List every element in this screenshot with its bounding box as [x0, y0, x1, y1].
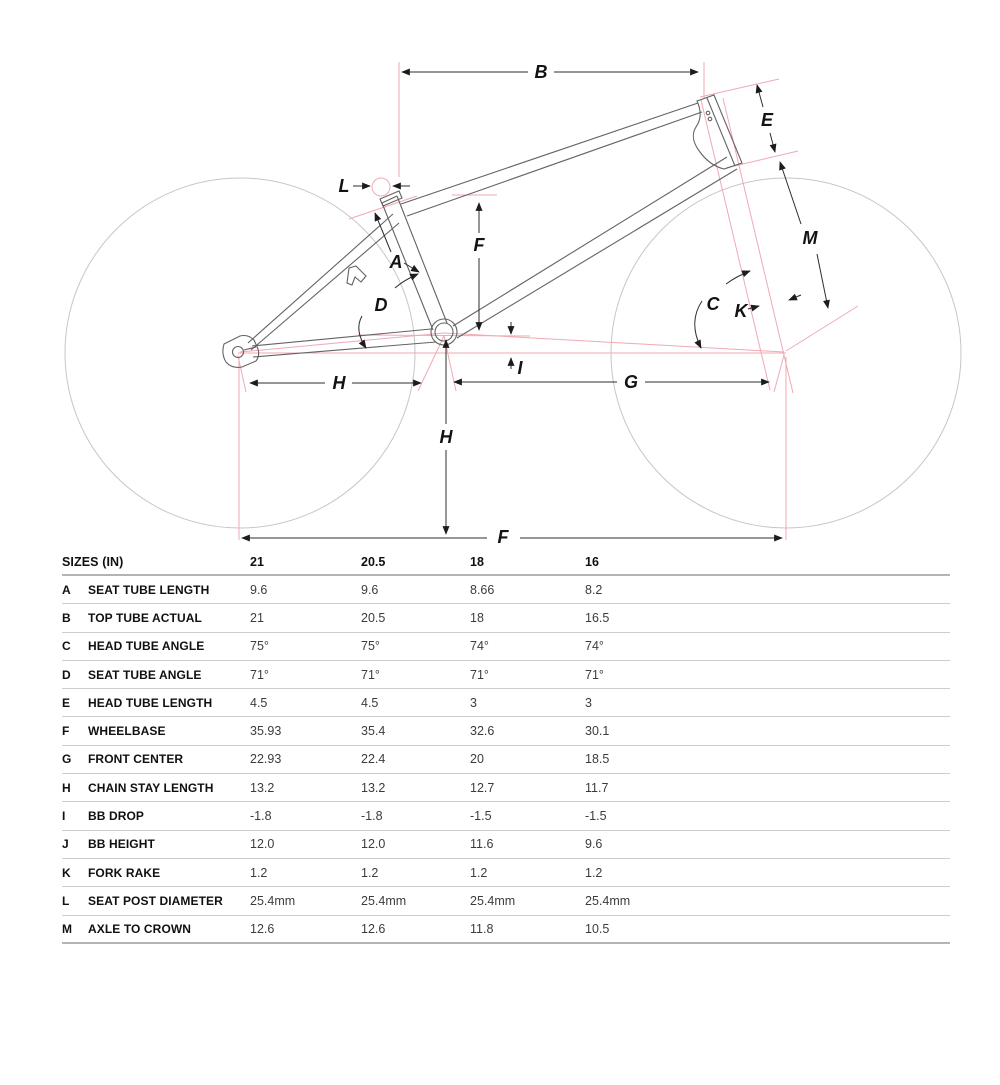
bike-frame — [223, 95, 742, 367]
size-column-header: 21 — [250, 554, 264, 569]
head-tube — [693, 95, 742, 169]
row-label: FRONT CENTER — [88, 752, 184, 767]
size-value-cell: 1.2 — [470, 865, 488, 880]
size-value-cell: -1.5 — [585, 809, 607, 824]
size-value-cell: 9.6 — [250, 582, 268, 597]
dim-label-g: G — [623, 372, 639, 392]
dimension-lines — [242, 62, 828, 545]
table-row — [62, 604, 950, 632]
size-value-cell: 75° — [361, 639, 380, 654]
top-tube — [401, 103, 698, 204]
size-value-cell: 4.5 — [250, 695, 268, 710]
size-value-cell: 8.66 — [470, 582, 495, 597]
size-value-cell: 4.5 — [361, 695, 379, 710]
size-value-cell: 12.0 — [361, 837, 386, 852]
steering-axis — [701, 100, 770, 390]
size-value-cell: 12.6 — [250, 921, 275, 936]
size-value-cell: 20.5 — [361, 610, 386, 625]
size-value-cell: 9.6 — [361, 582, 379, 597]
seat-stay — [248, 214, 393, 343]
size-value-cell: 71° — [250, 667, 269, 682]
row-label: SEAT TUBE LENGTH — [88, 582, 210, 597]
size-value-cell: 25.4mm — [470, 893, 516, 908]
table-row — [62, 689, 950, 717]
row-label: SEAT TUBE ANGLE — [88, 667, 202, 682]
row-label: WHEELBASE — [88, 724, 166, 739]
size-column-header: 16 — [585, 554, 599, 569]
size-value-cell: 3 — [470, 695, 477, 710]
size-value-cell: 18 — [470, 610, 484, 625]
size-value-cell: 10.5 — [585, 921, 610, 936]
table-row — [62, 717, 950, 745]
size-value-cell: 74° — [585, 639, 604, 654]
size-value-cell: 20 — [470, 752, 484, 767]
table-header-row — [62, 549, 950, 576]
dim-label-d: D — [374, 295, 388, 315]
size-column-header: 18 — [470, 554, 484, 569]
size-value-cell: 30.1 — [585, 724, 610, 739]
size-value-cell: 16.5 — [585, 610, 610, 625]
row-letter: H — [62, 780, 71, 795]
size-value-cell: 13.2 — [250, 780, 275, 795]
construction-lines — [238, 62, 858, 540]
size-value-cell: 74° — [470, 639, 489, 654]
seat-clamp-lever — [347, 266, 366, 285]
geometry-spec-table — [62, 549, 950, 944]
size-value-cell: 9.6 — [585, 837, 603, 852]
table-title: SIZES (IN) — [62, 554, 124, 569]
seat-post-section — [372, 178, 390, 196]
row-label: CHAIN STAY LENGTH — [88, 780, 214, 795]
dim-label-l: L — [338, 176, 350, 196]
dim-label-h-vertical: H — [439, 427, 453, 447]
dim-label-f-upper: F — [473, 235, 485, 255]
table-row — [62, 887, 950, 915]
size-value-cell: 12.6 — [361, 921, 386, 936]
table-row — [62, 859, 950, 887]
size-value-cell: 75° — [250, 639, 269, 654]
row-letter: G — [62, 752, 72, 767]
dim-label-e: E — [760, 110, 774, 130]
dim-label-b: B — [534, 62, 548, 82]
table-row — [62, 774, 950, 802]
row-letter: C — [62, 639, 71, 654]
dim-label-c: C — [706, 294, 720, 314]
row-label: AXLE TO CROWN — [88, 921, 192, 936]
table-row — [62, 916, 950, 944]
size-column-header: 20.5 — [361, 554, 386, 569]
size-value-cell: 25.4mm — [361, 893, 407, 908]
row-label: BB HEIGHT — [88, 837, 155, 852]
row-label: BB DROP — [88, 809, 145, 824]
dim-label-m: M — [802, 228, 818, 248]
size-value-cell: 13.2 — [361, 780, 386, 795]
row-label: SEAT POST DIAMETER — [88, 893, 223, 908]
row-label: TOP TUBE ACTUAL — [88, 610, 202, 625]
size-value-cell: 21 — [250, 610, 264, 625]
size-value-cell: -1.8 — [250, 809, 272, 824]
size-value-cell: 1.2 — [361, 865, 379, 880]
size-value-cell: 18.5 — [585, 752, 610, 767]
size-value-cell: 71° — [585, 667, 604, 682]
table-row — [62, 802, 950, 830]
size-value-cell: 71° — [361, 667, 380, 682]
size-value-cell: 25.4mm — [250, 893, 296, 908]
row-letter: K — [62, 865, 71, 880]
row-letter: L — [62, 893, 70, 908]
row-letter: A — [62, 582, 71, 597]
size-value-cell: 1.2 — [585, 865, 603, 880]
table-row — [62, 633, 950, 661]
size-value-cell: -1.8 — [361, 809, 383, 824]
size-value-cell: 71° — [470, 667, 489, 682]
size-value-cell: 32.6 — [470, 724, 495, 739]
table-row — [62, 831, 950, 859]
size-value-cell: 12.7 — [470, 780, 495, 795]
size-value-cell: 35.4 — [361, 724, 386, 739]
dim-label-a: A — [389, 252, 403, 272]
row-letter: D — [62, 667, 71, 682]
row-label: HEAD TUBE ANGLE — [88, 639, 205, 654]
size-value-cell: 22.93 — [250, 752, 282, 767]
down-tube — [453, 157, 727, 326]
chain-stay — [252, 329, 431, 346]
dim-label-f-bottom: F — [497, 527, 509, 545]
size-value-cell: 25.4mm — [585, 893, 631, 908]
row-letter: M — [62, 921, 72, 936]
size-value-cell: -1.5 — [470, 809, 492, 824]
table-row — [62, 746, 950, 774]
table-body — [62, 576, 950, 944]
row-letter: E — [62, 695, 71, 710]
size-value-cell: 11.6 — [470, 837, 494, 852]
size-value-cell: 11.7 — [585, 780, 609, 795]
row-letter: B — [62, 610, 71, 625]
row-letter: I — [62, 809, 66, 824]
dim-label-h-horizontal: H — [332, 373, 346, 393]
size-value-cell: 3 — [585, 695, 592, 710]
size-value-cell: 8.2 — [585, 582, 603, 597]
row-label: FORK RAKE — [88, 865, 161, 880]
size-value-cell: 22.4 — [361, 752, 386, 767]
dim-label-k: K — [734, 301, 748, 321]
row-label: HEAD TUBE LENGTH — [88, 695, 213, 710]
row-letter: J — [62, 837, 69, 852]
size-value-cell: 1.2 — [250, 865, 268, 880]
table-row — [62, 661, 950, 689]
dim-label-i: I — [517, 358, 523, 378]
table-row — [62, 576, 950, 604]
size-value-cell: 11.8 — [470, 921, 494, 936]
size-value-cell: 12.0 — [250, 837, 275, 852]
row-letter: F — [62, 724, 70, 739]
size-value-cell: 35.93 — [250, 724, 282, 739]
